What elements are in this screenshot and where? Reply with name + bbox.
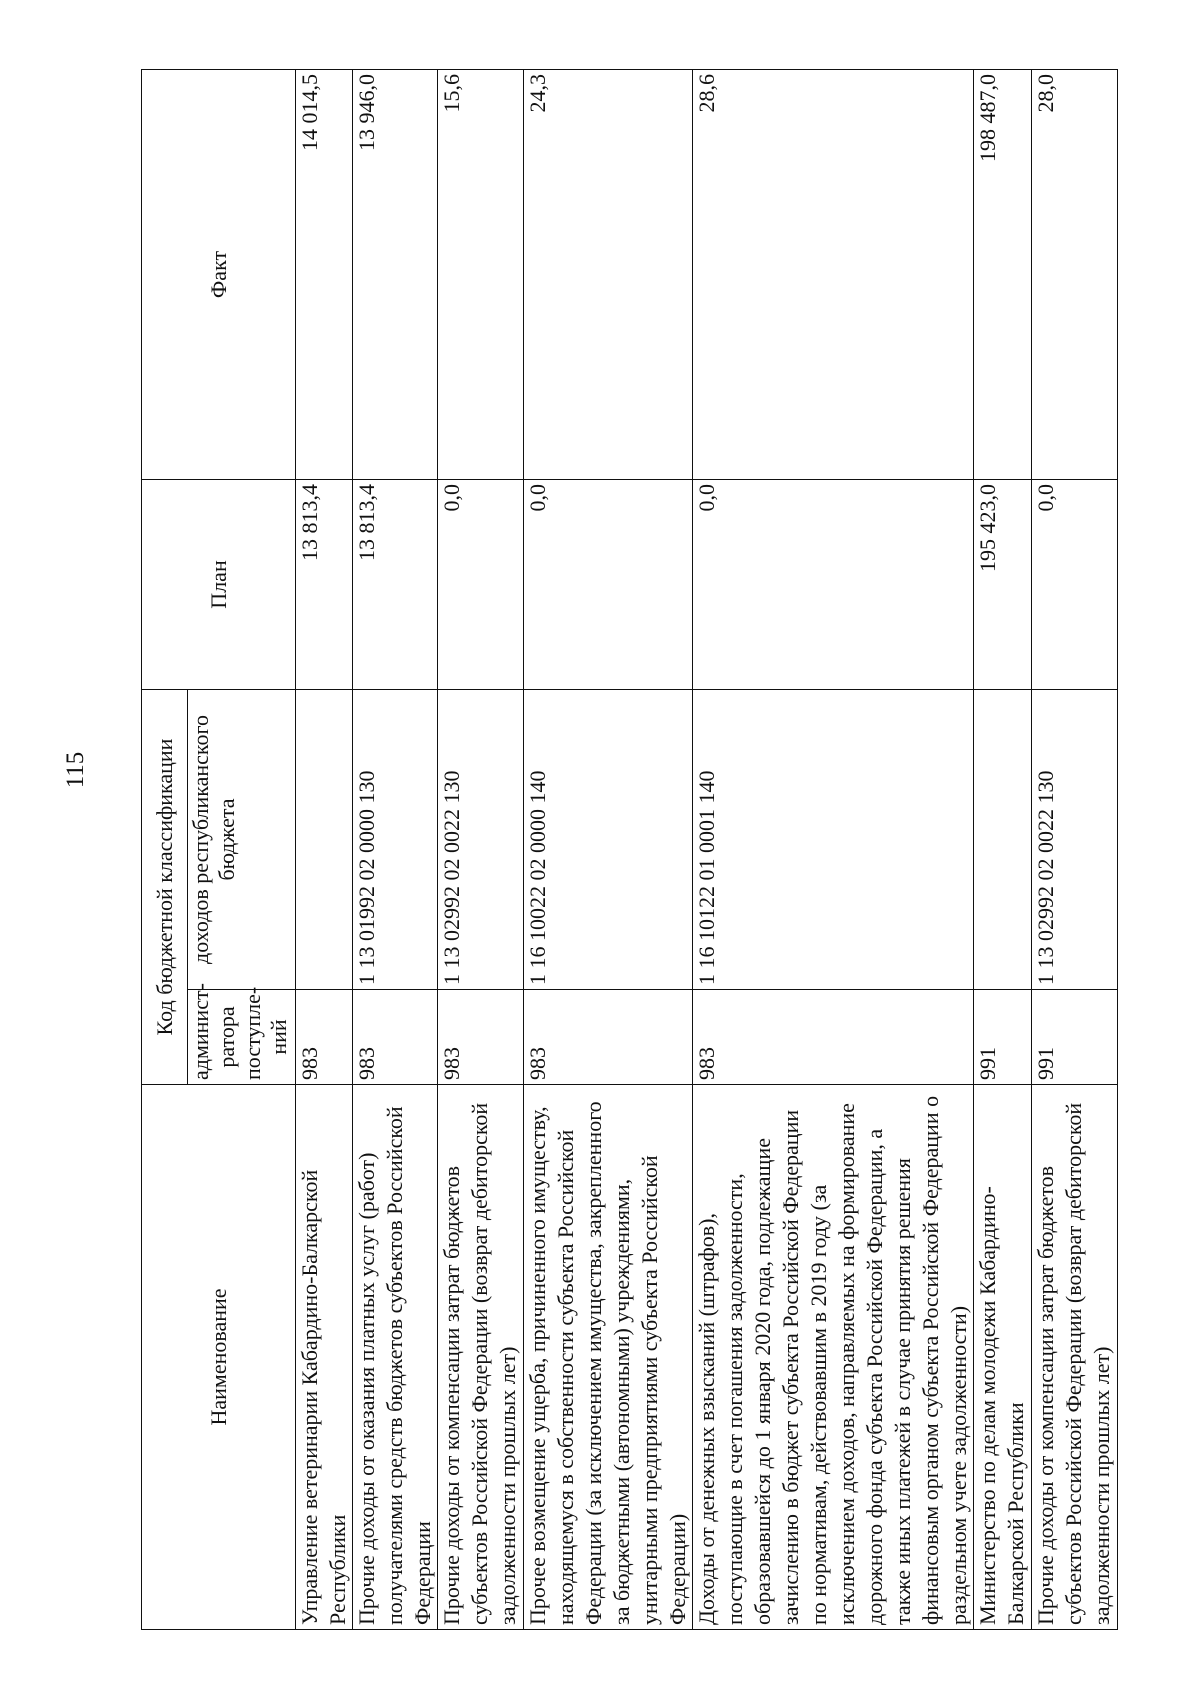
row-fact: 15,6 [438, 69, 524, 479]
row-plan: 13 813,4 [353, 479, 438, 689]
row-fact: 28,6 [693, 69, 974, 479]
row-revenue-code: 1 13 02992 02 0022 130 [438, 689, 524, 989]
budget-revenue-table [141, 69, 1118, 1630]
row-name: Министерство по делам молодежи Кабардино-Балкарской Республики [974, 1085, 1032, 1630]
header-plan: План [142, 479, 296, 689]
table-row [438, 69, 524, 1629]
table-row [296, 69, 353, 1629]
row-plan: 195 423,0 [974, 479, 1032, 689]
row-plan: 0,0 [1032, 479, 1118, 689]
row-plan: 0,0 [438, 479, 524, 689]
row-admin-code: 983 [524, 990, 693, 1085]
table-row [1032, 69, 1118, 1629]
table-header-row [142, 69, 188, 1629]
row-admin-code: 991 [974, 990, 1032, 1085]
row-name: Прочее возмещение ущерба, причиненного имуществу, находящемуся в собственности субъекта Российской Федерации (за исключением имущества, закрепленного за бюджетными (автономными) учреждениями, унитарными предприятиями субъекта Российской Федерации) [524, 1085, 693, 1630]
header-revenue: доходов республиканского бюджета [188, 689, 296, 989]
row-admin-code: 991 [1032, 990, 1118, 1085]
row-revenue-code [296, 689, 353, 989]
row-fact: 13 946,0 [353, 69, 438, 479]
row-revenue-code: 1 16 10022 02 0000 140 [524, 689, 693, 989]
row-fact: 24,3 [524, 69, 693, 479]
row-plan: 0,0 [524, 479, 693, 689]
row-revenue-code: 1 13 01992 02 0000 130 [353, 689, 438, 989]
page-number: 115 [62, 751, 89, 789]
row-plan: 0,0 [693, 479, 974, 689]
rotated-page-content [141, 70, 1114, 1630]
header-admin: админист-ратора поступле-ний [188, 990, 296, 1085]
header-name: Наименование [142, 1085, 296, 1630]
row-admin-code: 983 [353, 990, 438, 1085]
table-row [693, 69, 974, 1629]
row-name: Доходы от денежных взысканий (штрафов), поступающие в счет погашения задолженности, образовавшейся до 1 января 2020 года, подлежащие зачислению в бюджет субъекта Российской Федерации по нормативам, действовавшим в 2019 году (за исключением доходов, направляемых на формирование дорожного фонда субъекта Российской Федерации, а также иных платежей в случае принятия решения финансовым органом субъекта Российской Федерации о раздельном учете задолженности) [693, 1085, 974, 1630]
header-fact: Факт [142, 69, 296, 479]
row-fact: 14 014,5 [296, 69, 353, 479]
row-fact: 198 487,0 [974, 69, 1032, 479]
row-name: Прочие доходы от оказания платных услуг (работ) получателями средств бюджетов субъектов Российской Федерации [353, 1085, 438, 1630]
row-admin-code: 983 [296, 990, 353, 1085]
row-fact: 28,0 [1032, 69, 1118, 479]
row-name: Управление ветеринарии Кабардино-Балкарской Республики [296, 1085, 353, 1630]
table-row [974, 69, 1032, 1629]
table-row [524, 69, 693, 1629]
row-revenue-code: 1 13 02992 02 0022 130 [1032, 689, 1118, 989]
table-row [353, 69, 438, 1629]
row-revenue-code: 1 16 10122 01 0001 140 [693, 689, 974, 989]
row-admin-code: 983 [438, 990, 524, 1085]
row-plan: 13 813,4 [296, 479, 353, 689]
row-name: Прочие доходы от компенсации затрат бюджетов субъектов Российской Федерации (возврат дебиторской задолженности прошлых лет) [1032, 1085, 1118, 1630]
row-revenue-code [974, 689, 1032, 989]
row-name: Прочие доходы от компенсации затрат бюджетов субъектов Российской Федерации (возврат дебиторской задолженности прошлых лет) [438, 1085, 524, 1630]
header-code-group: Код бюджетной классификации [142, 689, 188, 1084]
row-admin-code: 983 [693, 990, 974, 1085]
